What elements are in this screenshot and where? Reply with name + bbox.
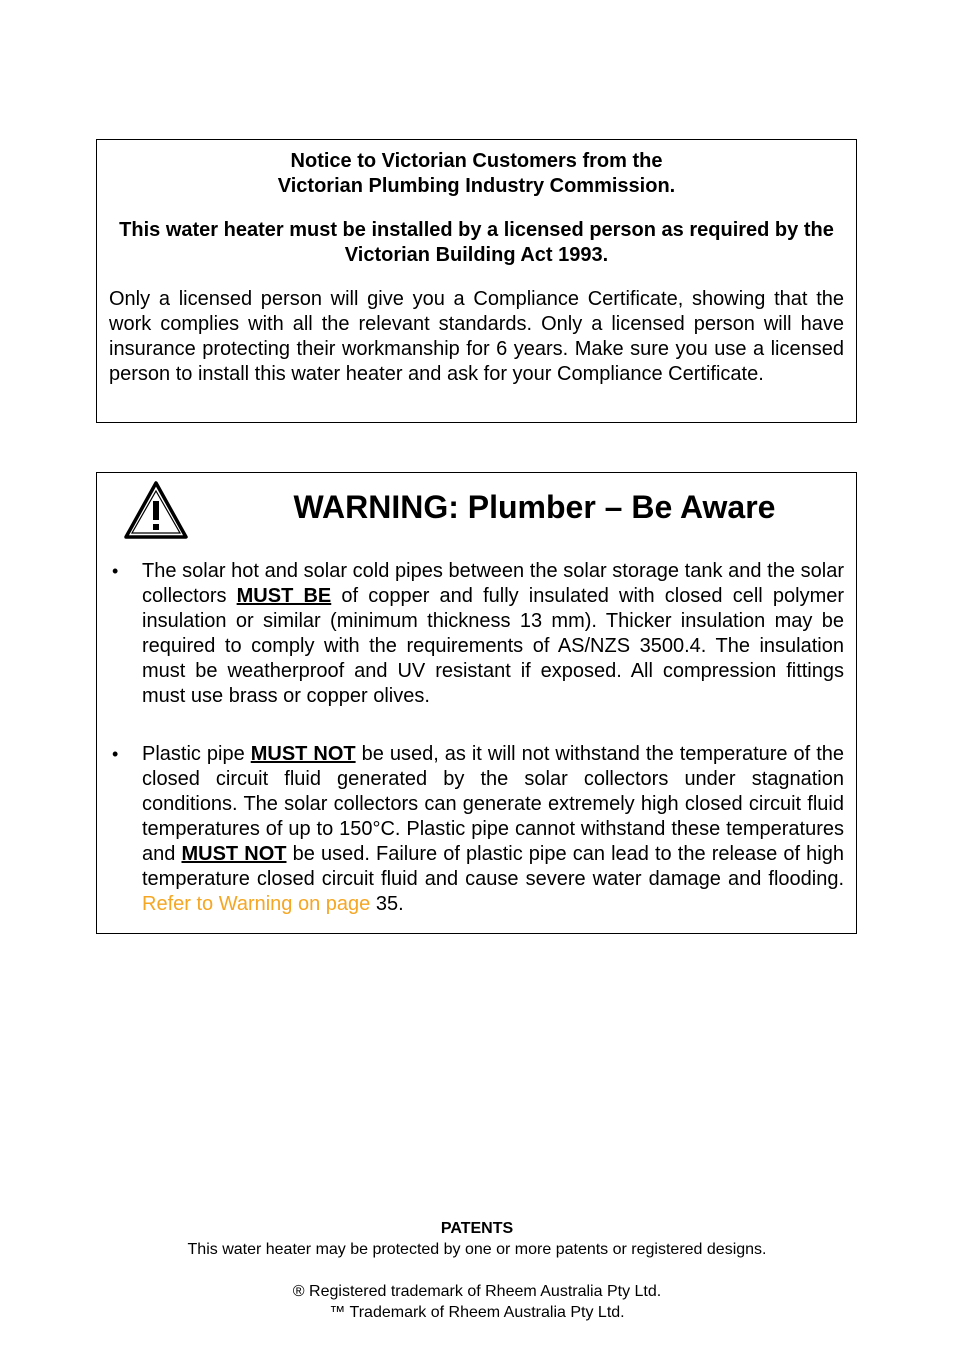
page-number: 35 (370, 893, 399, 915)
warning-box (96, 472, 857, 934)
bullet-text (142, 559, 844, 709)
notice-heading-line2: Victorian Plumbing Industry Commission. (277, 175, 676, 197)
registered-trademark-line: ® Registered trademark of Rheem Australia Pty Ltd. (292, 1283, 662, 1300)
trademark-line: ™ Trademark of Rheem Australia Pty Ltd. (329, 1304, 625, 1321)
notice-box (96, 139, 857, 423)
must-not-emphasis: MUST NOT (181, 843, 287, 865)
bullet2-text-middle: be used, as it will not withstand the temperature of the closed circuit fluid generated by the solar collectors under stagnation conditions. The solar collectors can generate extremely high closed circuit fluid temperatures of up to 150°C. Plastic pipe cannot withstand these temperatures and (142, 743, 844, 865)
warning-bullet-plastic-pipe (97, 742, 856, 917)
notice-heading-line1: Notice to Victorian Customers from the (290, 150, 663, 172)
sentence-end: . (398, 893, 404, 915)
bullet-marker: • (112, 744, 119, 764)
warning-title: WARNING: Plumber – Be Aware (293, 489, 776, 525)
bullet-marker: • (112, 561, 119, 581)
bullet2-text-end: be used. Failure of plastic pipe can lead to the release of high temperature closed circuit fluid and cause severe water damage and flooding. (142, 843, 844, 890)
notice-body: Only a licensed person will give you a Compliance Certificate, showing that the work complies with all the relevant standards. Only a licensed person will have insurance protecting their workmanship for 6 years. Make sure you use a licensed person to install this water heater and ask for your Compliance Certificate. (109, 288, 844, 385)
warning-bullet-copper-pipes (97, 559, 856, 709)
notice-heading (109, 149, 844, 199)
refer-to-warning-link[interactable]: Refer to Warning on page (142, 893, 371, 915)
bullet1-text-end: of copper and fully insulated with closed cell polymer insulation or similar (minimum thickness 13 mm). Thicker insulation may be required to comply with the requirements of AS/NZS 3500.4. The insulation must be weatherproof and UV resistant if exposed. All compression fittings must use brass or copper olives. (142, 585, 845, 707)
patents-text: This water heater may be protected by one or more patents or registered designs. (187, 1241, 767, 1258)
patents-heading: PATENTS (440, 1220, 514, 1237)
must-be-emphasis: MUST BE (236, 585, 332, 607)
bullet-text (142, 742, 844, 917)
must-not-emphasis: MUST NOT (250, 743, 356, 765)
bullet1-text-start: The solar hot and solar cold pipes between the solar storage tank and the solar collectors (142, 560, 844, 607)
notice-requirement: This water heater must be installed by a licensed person as required by the Victorian Building Act 1993. (119, 219, 834, 266)
bullet2-text-start: Plastic pipe (142, 743, 251, 765)
